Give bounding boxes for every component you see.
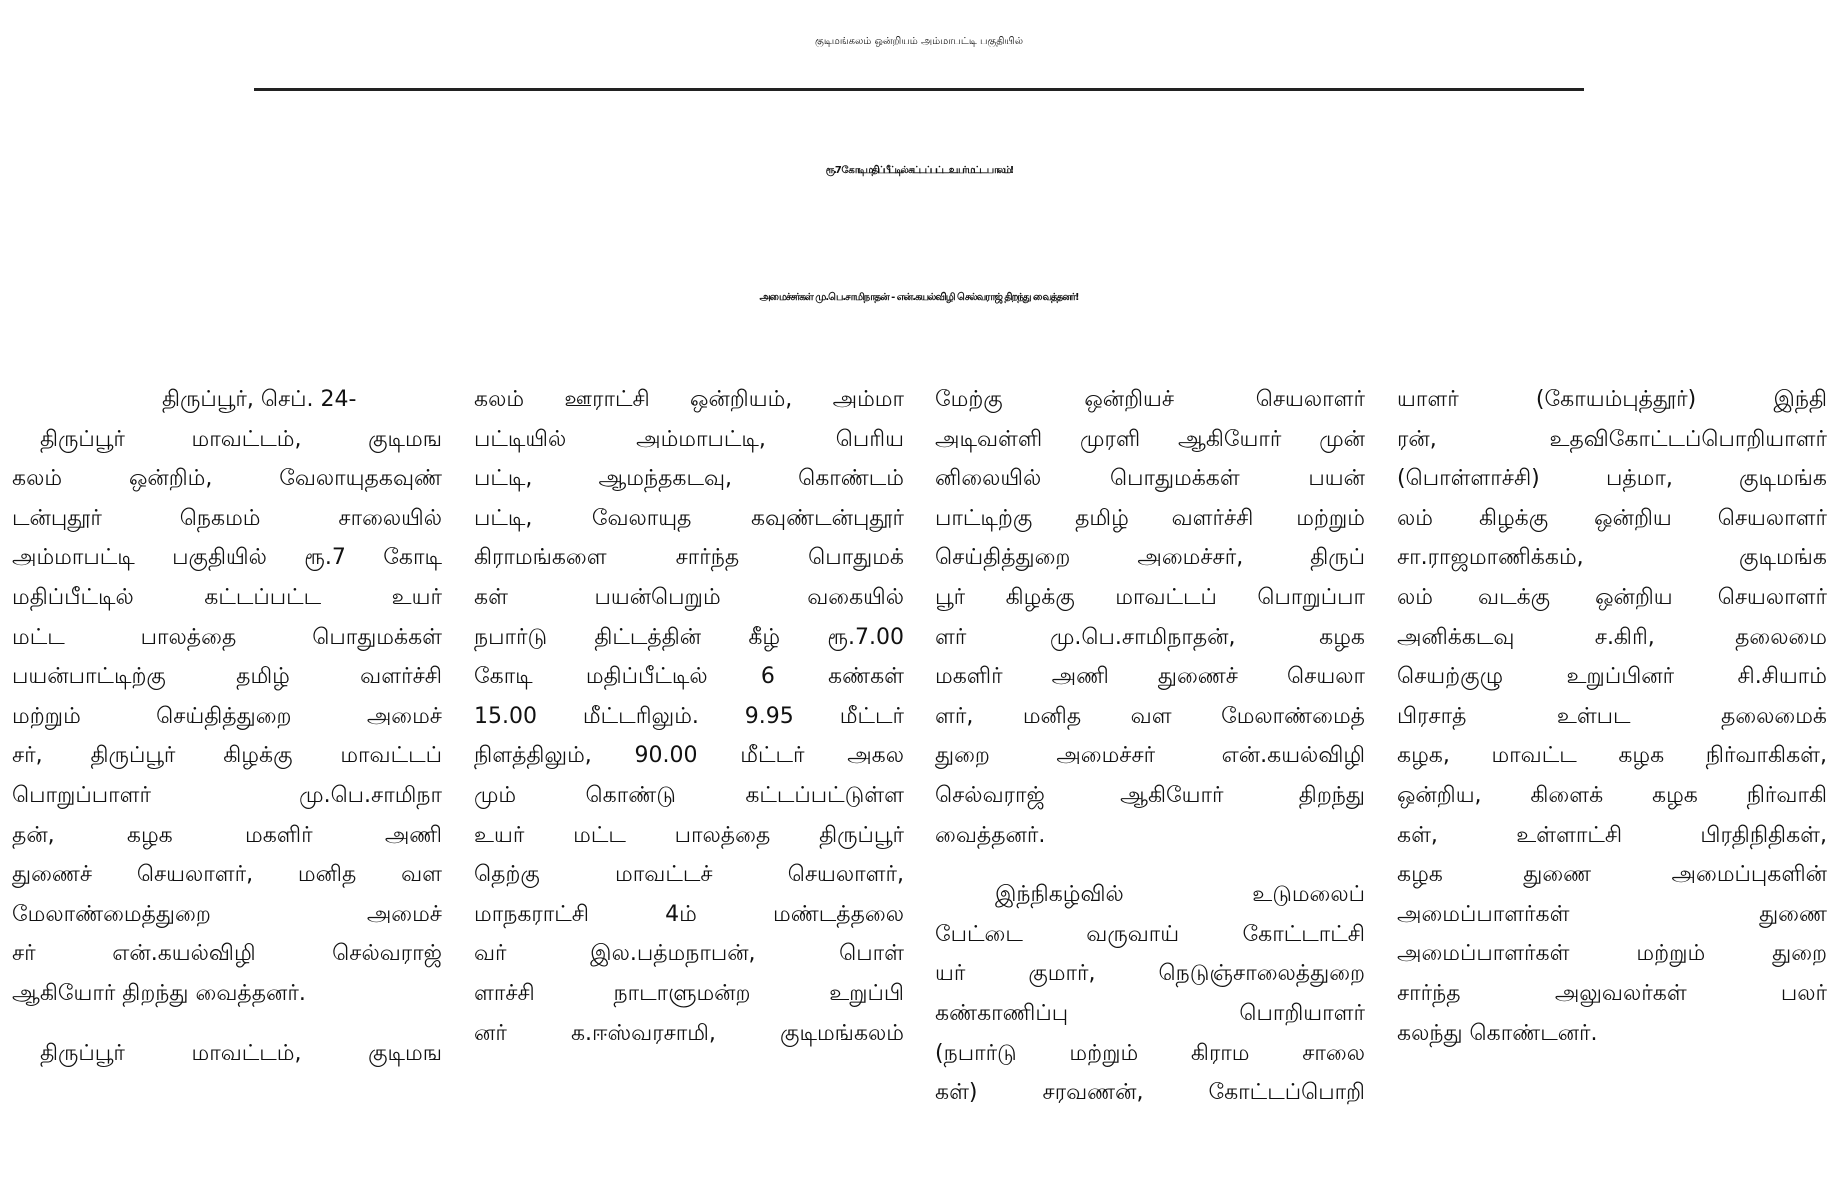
paragraph-line: யர் குமார், நெடுஞ்சாலைத்துறை — [935, 961, 1365, 987]
paragraph-line: அனிக்கடவு ச.கிரி, தலைமை — [1397, 624, 1827, 650]
paragraph-line: கழக துணை அமைப்புகளின் — [1397, 862, 1827, 888]
paragraph-line: ளர் மு.பெ.சாமிநாதன், கழக — [935, 624, 1365, 650]
paragraph-line: செயற்குழு உறுப்பினர் சி.சியாம் — [1397, 664, 1827, 690]
paragraph-line: அமைப்பாளர்கள் துணை — [1397, 901, 1827, 927]
article-column-2 — [474, 380, 904, 1053]
paragraph-line: செய்தித்துறை அமைச்சர், திருப் — [935, 545, 1365, 571]
paragraph-line: மாநகராட்சி 4ம் மண்டத்தலை — [474, 901, 904, 927]
paragraph-line: பட்டி, ஆமந்தகடவு, கொண்டம் — [474, 466, 904, 492]
paragraph-line: உயர் மட்ட பாலத்தை திருப்பூர் — [474, 822, 904, 848]
paragraph-line: பொறுப்பாளர் மு.பெ.சாமிநா — [12, 782, 442, 808]
paragraph-line: பட்டியில் அம்மாபட்டி, பெரிய — [474, 426, 904, 452]
paragraph-line: கலந்து கொண்டனர். — [1397, 1020, 1598, 1046]
paragraph-line: லம் வடக்கு ஒன்றிய செயலாளர் — [1397, 584, 1827, 610]
paragraph-line: துணைச் செயலாளர், மனித வள — [12, 862, 442, 888]
paragraph-line: மும் கொண்டு கட்டப்பட்டுள்ள — [474, 782, 904, 808]
paragraph-line: அமைப்பாளர்கள் மற்றும் துறை — [1397, 941, 1827, 967]
dateline: திருப்பூர், செப். 24- — [162, 387, 357, 412]
main-headline: ரூ.7 கோடி மதிப்பீட்டில் கட்டப்பட்ட உயர் மட்ட பாலம்! — [825, 165, 1013, 176]
paragraph-line: வர் இல.பத்மநாபன், பொள் — [474, 941, 904, 967]
paragraph-line: மேற்கு ஒன்றியச் செயலாளர் — [935, 387, 1365, 412]
paragraph-line: இந்நிகழ்வில் உடுமலைப் — [995, 882, 1365, 908]
paragraph-line: 15.00 மீட்டரிலும். 9.95 மீட்டர் — [474, 703, 904, 729]
paragraph-line: நபார்டு திட்டத்தின் கீழ் ரூ.7.00 — [474, 624, 904, 650]
headline-divider — [254, 88, 1584, 91]
paragraph-line: பயன்பாட்டிற்கு தமிழ் வளர்ச்சி — [12, 664, 442, 690]
article-column-3 — [935, 380, 1365, 1113]
paragraph-line: ளாச்சி நாடாளுமன்ற உறுப்பி — [474, 980, 904, 1006]
paragraph-line: கள்) சரவணன், கோட்டப்பொறி — [935, 1080, 1365, 1106]
article-column-1 — [12, 380, 442, 1073]
paragraph-line: மதிப்பீட்டில் கட்டப்பட்ட உயர் — [12, 584, 442, 610]
paragraph-line: பட்டி, வேலாயுத கவுண்டன்புதூர் — [474, 505, 904, 531]
paragraph-line: சார்ந்த அலுவலர்கள் பலர் — [1397, 980, 1827, 1006]
paragraph-line: சர் என்.கயல்விழி செல்வராஜ் — [12, 941, 442, 967]
paragraph-line: னிலையில் பொதுமக்கள் பயன் — [935, 466, 1365, 492]
paragraph-line: னர் க.ஈஸ்வரசாமி, குடிமங்கலம் — [474, 1020, 904, 1046]
paragraph-line: கலம் ஊராட்சி ஒன்றியம், அம்மா — [474, 387, 904, 412]
kicker-headline: குடிமங்கலம் ஒன்றியம் அம்மாபட்டி பகுதியில் — [815, 36, 1023, 47]
paragraph-line: மேலாண்மைத்துறை அமைச் — [12, 901, 442, 927]
paragraph-line: மற்றும் செய்தித்துறை அமைச் — [12, 703, 442, 729]
paragraph-line: நிளத்திலும், 90.00 மீட்டர் அகல — [474, 743, 904, 769]
paragraph-line: ஆகியோர் திறந்து வைத்தனர். — [12, 980, 306, 1006]
paragraph-line: அம்மாபட்டி பகுதியில் ரூ.7 கோடி — [12, 545, 442, 571]
paragraph-line: மகளிர் அணி துணைச் செயலா — [935, 664, 1365, 690]
paragraph-line: திருப்பூர் மாவட்டம், குடிமங — [40, 426, 442, 452]
paragraph-line: சா.ராஜமாணிக்கம், குடிமங்க — [1397, 545, 1827, 571]
paragraph-line: தெற்கு மாவட்டச் செயலாளர், — [474, 862, 904, 888]
paragraph-line: லம் கிழக்கு ஒன்றிய செயலாளர் — [1397, 505, 1827, 531]
paragraph-line: அடிவள்ளி முரளி ஆகியோர் முன் — [935, 426, 1365, 452]
sub-headline: அமைச்சர்கள் மு.பெ.சாமிநாதன் - என்.கயல்விழி செல்வராஜ் திறந்து வைத்தனர்! — [759, 292, 1079, 303]
paragraph-line: செல்வராஜ் ஆகியோர் திறந்து — [935, 782, 1365, 808]
paragraph-line: பேட்டை வருவாய் கோட்டாட்சி — [935, 921, 1365, 947]
paragraph-line: கண்காணிப்பு பொறியாளர் — [935, 1000, 1365, 1026]
paragraph-line: யாளர் (கோயம்புத்தூர்) இந்தி — [1397, 387, 1827, 412]
paragraph-line: (நபார்டு மற்றும் கிராம சாலை — [935, 1040, 1365, 1066]
paragraph-line: ஒன்றிய, கிளைக் கழக நிர்வாகி — [1397, 782, 1827, 808]
paragraph-line: தன், கழக மகளிர் அணி — [12, 822, 442, 848]
paragraph-line: மட்ட பாலத்தை பொதுமக்கள் — [12, 624, 442, 650]
paragraph-line: கள் பயன்பெறும் வகையில் — [474, 584, 904, 610]
paragraph-line: பூர் கிழக்கு மாவட்டப் பொறுப்பா — [935, 584, 1365, 610]
paragraph-line: கிராமங்களை சார்ந்த பொதுமக் — [474, 545, 904, 571]
paragraph-line: ரன், உதவிகோட்டப்பொறியாளர் — [1397, 426, 1827, 452]
paragraph-line: பிரசாத் உள்பட தலைமைக் — [1397, 703, 1827, 729]
paragraph-line: (பொள்ளாச்சி) பத்மா, குடிமங்க — [1397, 466, 1827, 492]
paragraph-line: வைத்தனர். — [935, 822, 1046, 848]
paragraph-line: கலம் ஒன்றிம், வேலாயுதகவுண் — [12, 466, 442, 492]
paragraph-line: கள், உள்ளாட்சி பிரதிநிதிகள், — [1397, 822, 1827, 848]
paragraph-line: துறை அமைச்சர் என்.கயல்விழி — [935, 743, 1365, 769]
paragraph-line: டன்புதூர் நெகமம் சாலையில் — [12, 505, 442, 531]
paragraph-line: ளர், மனித வள மேலாண்மைத் — [935, 703, 1365, 729]
paragraph-line: பாட்டிற்கு தமிழ் வளர்ச்சி மற்றும் — [935, 505, 1365, 531]
paragraph-line: கோடி மதிப்பீட்டில் 6 கண்கள் — [474, 664, 904, 690]
article-column-4 — [1397, 380, 1827, 1053]
paragraph-line: கழக, மாவட்ட கழக நிர்வாகிகள், — [1397, 743, 1827, 769]
paragraph-line: சர், திருப்பூர் கிழக்கு மாவட்டப் — [12, 743, 442, 769]
paragraph-line: திருப்பூர் மாவட்டம், குடிமங — [40, 1040, 442, 1066]
